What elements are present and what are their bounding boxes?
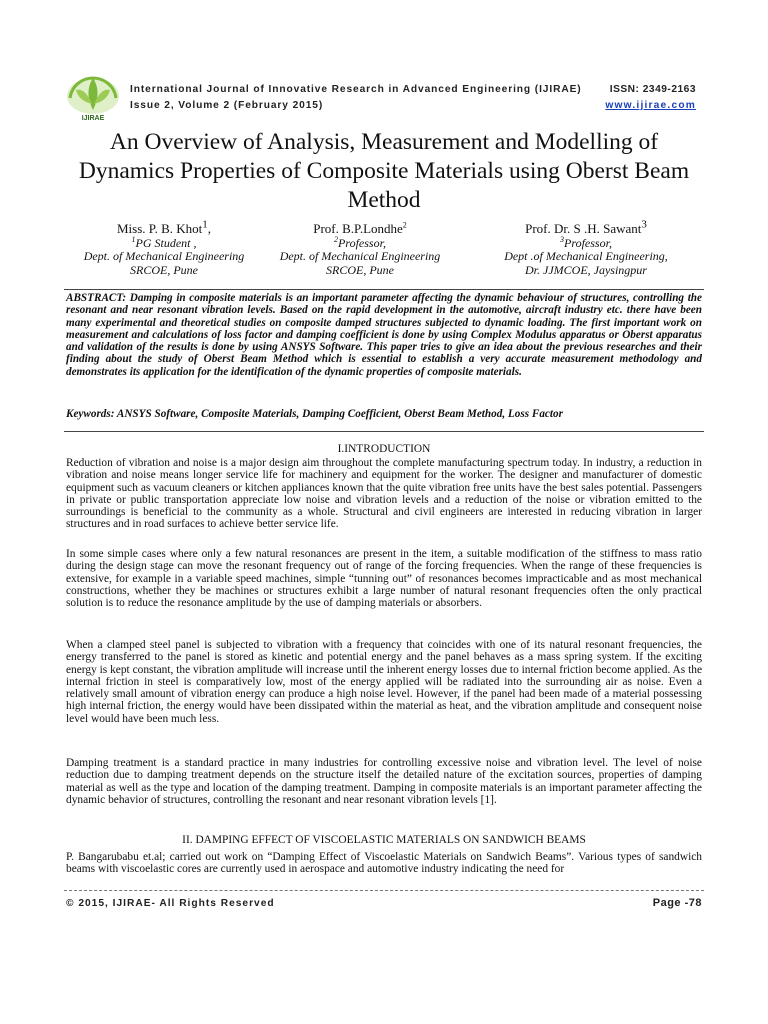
author-dept: Dept .of Mechanical Engineering,: [504, 249, 668, 263]
author-1: [64, 218, 264, 277]
journal-website-link[interactable]: www.ijirae.com: [605, 100, 696, 111]
author-name: Prof. Dr. S .H. Sawant$^3$: [525, 218, 647, 236]
footer-divider: [64, 890, 704, 891]
author-role: $^1$PG Student ,: [131, 234, 197, 250]
body-paragraph: Damping treatment is a standard practice in many industries for controlling excessive noise and vibration level. The level of noise reduction due to damping treatment depends on the structure itself the detailed nature of the excitation sources, properties of damping material as well as the type and location of the damping treatment. Damping in composite materials is an important parameter affecting the dynamic behavior of structures, controlling the resonant and near resonant vibration levels [1].: [66, 757, 702, 806]
journal-issn: ISSN: 2349-2163: [609, 84, 696, 95]
author-role: $^2$Professor,: [334, 234, 386, 250]
author-name: Prof. B.P.Londhe$^2$: [313, 220, 407, 236]
divider: [64, 289, 704, 290]
body-paragraph: In some simple cases where only a few natural resonances are present in the item, a suitable modification of the stiffness to mass ratio during the design stage can move the resonant frequency out of range of the forcing frequencies. When the range of these frequencies is extensive, for example in a variable speed machines, simple “tunning out” of resonances becomes impracticable and as most mechanical constructions, whether they be machines or structures exhibit a large number of natural resonant frequencies often the only practical solution is to reduce the resonance amplitude by the use of damping materials or absorbers.: [66, 548, 702, 609]
author-name: Miss. P. B. Khot$^1$,: [117, 218, 211, 236]
body-paragraph: P. Bangarubabu et.al; carried out work on “Damping Effect of Viscoelastic Materials on Sandwich Beams”. Various types of sandwich beams with viscoelastic cores are currently used in aerospace and automotive industry indicating the need for: [66, 851, 702, 876]
section-heading-introduction: I.INTRODUCTION: [337, 443, 431, 455]
footer-page-number: Page -78: [652, 897, 702, 909]
body-paragraph: When a clamped steel panel is subjected to vibration with a frequency that coincides with one of its natural resonant frequencies, the energy transferred to the panel is stored as kinetic and potential energy and the panel behaves as a mass spring system. If the exciting energy is kept constant, the vibration amplitude will increase until the inherent energy losses due to internal friction become applied. As the internal friction in steel is comparatively low, most of the energy applied will be radiated into the surrounding air as noise. Even a relatively small amount of vibration energy can produce a high noise level. However, if the panel had been made of a material possessing high internal friction, the energy would have been dissipated within the material as heat, and the vibration amplitude and consequent noise level would have been much less.: [66, 639, 702, 725]
author-3: [484, 218, 688, 277]
keywords: Keywords: ANSYS Software, Composite Materials, Damping Coefficient, Oberst Beam Method, Loss Factor: [66, 408, 563, 420]
author-institution: SRCOE, Pune: [130, 262, 198, 277]
journal-issue: Issue 2, Volume 2 (February 2015): [130, 100, 324, 111]
author-institution: SRCOE, Pune: [326, 262, 394, 277]
footer-copyright: © 2015, IJIRAE- All Rights Reserved: [66, 898, 275, 909]
author-2: [270, 222, 450, 277]
section-heading-damping: II. DAMPING EFFECT OF VISCOELASTIC MATERIALS ON SANDWICH BEAMS: [182, 834, 586, 846]
body-paragraph: Reduction of vibration and noise is a major design aim throughout the complete manufacturing spectrum today. In industry, a reduction in vibration and noise means longer service life for machinery and equipment for the worker. The designer and manufacturer of domestic equipment such as vacuum cleaners or kitchen appliances known that the quite vibration free units have the best sales potential. Passengers in private or public transportation appreciate low noise and vibration levels and a reduction of the noise or vibration emitted to the surroundings is beneficial to the community as a whole. Structural and civil engineers are interested in reducing vibration in larger structures and in road surfaces to achieve better service life.: [66, 457, 702, 531]
author-dept: Dept. of Mechanical Engineering: [83, 249, 245, 263]
journal-header: [64, 74, 704, 120]
abstract: ABSTRACT: Damping in composite materials is an important parameter affecting the dynamic behaviour of structures, controlling the resonant and near resonant vibration levels. Based on the rapid development in the automotive, aircraft industry etc. there have been many experimental and theoretical studies on composite damped structures subjected to dynamic loading. The first important work on measurement and calculations of loss factor and damping coefficient is done by using Complex Modulus apparatus or Oberst apparatus and validation of the results is done by using ANSYS Software. This paper tries to give an idea about the previous researches and their finding about the study of Oberst Beam Method which is essential to establish a very accurate measurement methodology and demonstrates its application for the identification of the dynamic properties of composite materials.: [66, 292, 702, 378]
author-dept: Dept. of Mechanical Engineering: [279, 249, 441, 263]
author-institution: Dr. JJMCOE, Jaysingpur: [525, 262, 647, 277]
divider: [64, 431, 704, 432]
author-role: $^3$Professor,: [560, 234, 612, 250]
logo-text: IJIRAE: [81, 115, 105, 122]
author-block: [64, 218, 712, 286]
journal-logo-icon: [64, 74, 122, 122]
paper-title: An Overview of Analysis, Measurement and Modelling of Dynamics Properties of Composite Materials using Oberst Beam Method: [78, 129, 690, 213]
journal-name: International Journal of Innovative Research in Advanced Engineering (IJIRAE): [130, 84, 582, 95]
